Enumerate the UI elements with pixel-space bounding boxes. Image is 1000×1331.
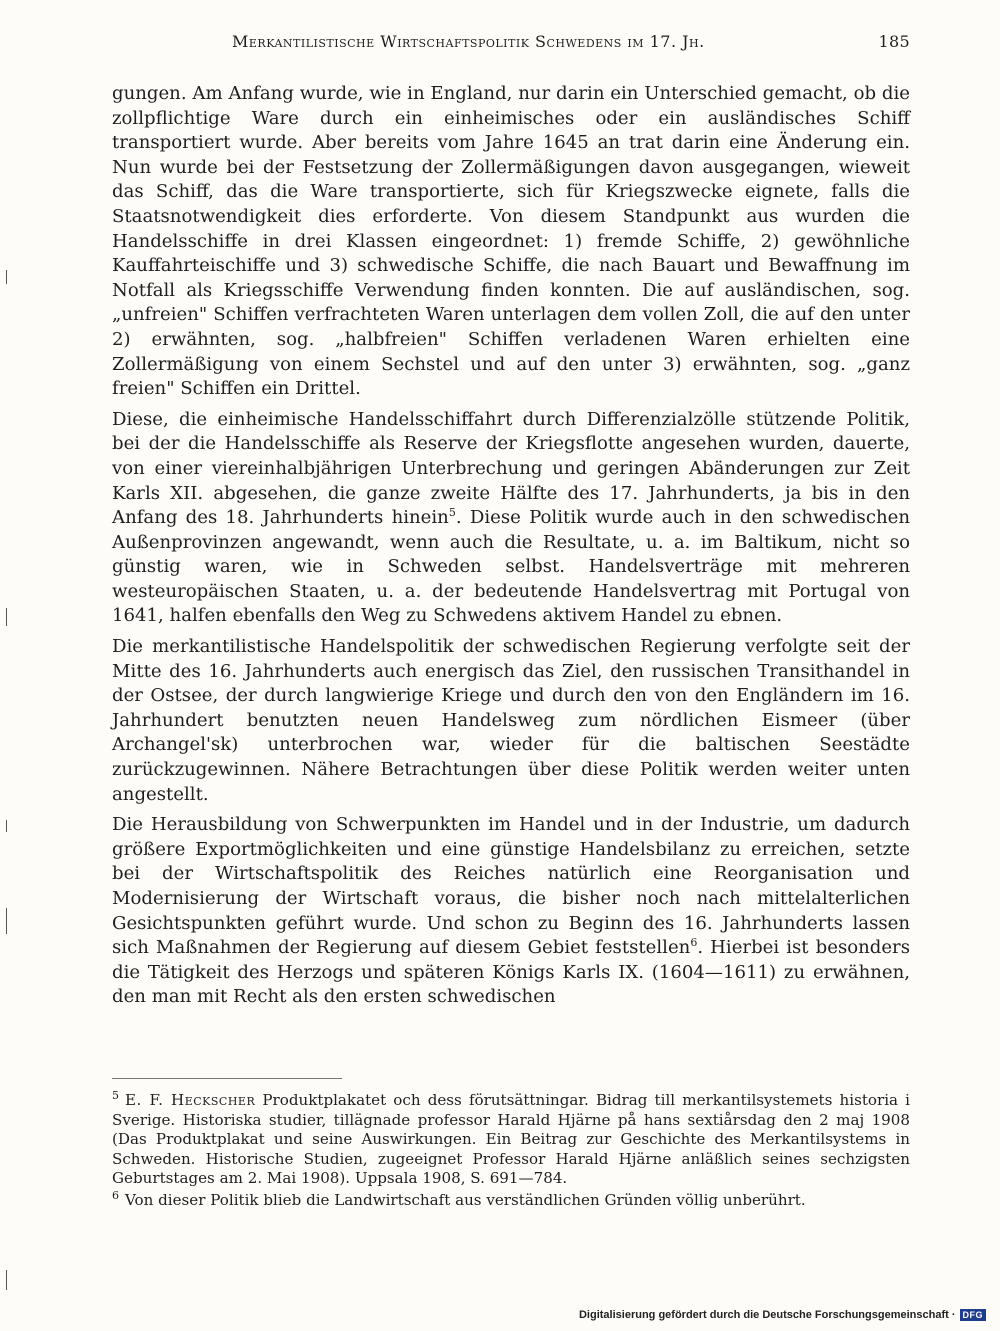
footnotes bbox=[112, 1088, 910, 1213]
paragraph-4 bbox=[112, 813, 910, 1010]
scan-margin-mark bbox=[6, 270, 7, 284]
footnote-ref-6[interactable]: 6 bbox=[690, 936, 698, 950]
footnote-number: 5 bbox=[112, 1088, 119, 1102]
funding-text: Digitalisierung gefördert durch die Deutsche Forschungsgemeinschaft · bbox=[578, 1309, 956, 1321]
dfg-logo: DFG bbox=[960, 1309, 987, 1321]
footnote-divider bbox=[112, 1078, 342, 1079]
footnote-5 bbox=[112, 1088, 910, 1189]
scan-margin-mark bbox=[6, 1270, 7, 1290]
paragraph-2-main: Diese, die einheimische Handelsschiffahrt durch Differenzialzölle stützende Politik, bei der die Handelsschiffe als Reserve der Kriegsflotte angesehen wurden, dauerte, von einer viereinhalbjährigen Unterbrechung und geringen Abänderungen zur Zeit Karls XII. abgesehen, die ganze zweite Hälfte des 17. Jahrhunderts, ja bis in den Anfang des 18. Jahrhunderts hinein bbox=[112, 408, 910, 529]
paragraph-4-main: Die Herausbildung von Schwerpunkten im Handel und in der Industrie, um dadurch größere Exportmöglichkeiten und eine günstige Handelsbilanz zu erreichen, setzte bei der Wirtschaftspolitik des Reiches natürlich eine Reorganisation und Modernisierung der Wirtschaft voraus, die bisher noch nach mittelalterlichen Gesichtspunkten geführt wurde. Und schon zu Beginn des 16. Jahrhunderts lassen sich Maßnahmen der Regierung auf diesem Gebiet feststellen bbox=[112, 814, 910, 959]
footnote-ref-5[interactable]: 5 bbox=[448, 506, 456, 520]
funding-note bbox=[579, 1309, 986, 1321]
paragraph-2 bbox=[112, 408, 910, 629]
page-number: 185 bbox=[878, 32, 910, 51]
running-title: Merkantilistische Wirtschaftspolitik Schwedens im 17. Jh. bbox=[232, 32, 705, 51]
footnote-6 bbox=[112, 1188, 910, 1211]
paragraph-2-tail: . Diese Politik wurde auch in den schwedischen Außenprovinzen angewandt, wenn auch die Resultate, u. a. im Baltikum, nicht so günstig waren, wie in Schweden selbst. Handelsverträge mit mehreren westeuropäischen Staaten, u. a. der bedeutende Handelsvertrag mit Portugal von 1641, halfen ebenfalls den Weg zu Schwedens aktivem Handel zu ebnen. bbox=[112, 507, 910, 627]
paragraph-3: Die merkantilistische Handelspolitik der schwedischen Regierung verfolgte seit der Mitte des 16. Jahrhunderts auch energisch das Ziel, den russischen Transithandel in der Ostsee, der durch langwierige Kriege und durch den von den Engländern im 16. Jahrhundert benutzten neuen Handelsweg zum nördlichen Eismeer (über Archangel'sk) unterbrochen war, wieder für die baltischen Seestädte zurückzugewinnen. Nähere Betrachtungen über diese Politik werden weiter unten angestellt. bbox=[112, 636, 910, 805]
scan-margin-mark bbox=[6, 908, 7, 934]
scan-margin-mark bbox=[6, 820, 7, 832]
footnote-author: E. F. Heckscher bbox=[125, 1091, 256, 1109]
body-text bbox=[112, 82, 910, 1010]
footnote-number: 6 bbox=[112, 1188, 119, 1202]
paragraph-4-tail: . Hierbei ist besonders die Tätigkeit des Herzogs und späteren Königs Karls IX. (1604—1611) zu erwähnen, den man mit Recht als den ersten schwedischen bbox=[112, 937, 910, 1008]
footnote-text: Von dieser Politik blieb die Landwirtschaft aus verständlichen Gründen völlig unberührt. bbox=[125, 1190, 806, 1209]
paragraph-1: gungen. Am Anfang wurde, wie in England, nur darin ein Unterschied gemacht, ob die zollpflichtige Ware durch ein einheimisches oder ein ausländisches Schiff transportiert wurde. Aber bereits vom Jahre 1645 an trat darin eine Änderung ein. Nun wurde bei der Festsetzung der Zollermäßigungen davon ausgegangen, wieweit das Schiff, das die Ware transportierte, sich für Kriegszwecke eignete, falls die Staatsnotwendigkeit dies erforderte. Von diesem Standpunkt aus wurden die Handelsschiffe in drei Klassen eingeordnet: 1) fremde Schiffe, 2) gewöhnliche Kauffahrteischiffe und 3) schwedische Schiffe, die nach Bauart und Bewaffnung im Notfall als Kriegsschiffe Verwendung finden konnten. Die auf ausländischen, sog. „unfreien" Schiffen verfrachteten Waren unterlagen dem vollen Zoll, die auf den unter 2) erwähnten, sog. „halbfreien" Schiffen verladenen Waren erhielten eine Zollermäßigung von einem Sechstel und auf den unter 3) erwähnten, sog. „ganz freien" Schiffen ein Drittel. bbox=[112, 83, 910, 400]
footnote-text: Produktplakatet och dess förutsättningar. Bidrag till merkantilsystemets historia i Sverige. Historiska studier, tillägnade professor Harald Hjärne på hans sextiårsdag den 2 maj 1908 (Das Produktplakat und seine Auswirkungen. Ein Beitrag zur Geschichte des Merkantilsystems in Schweden. Historische Studien, zugeeignet Professor Harald Hjärne anläßlich seines sechzigsten Geburtstages am 2. Mai 1908). Uppsala 1908, S. 691—784. bbox=[112, 1091, 910, 1188]
scan-margin-mark bbox=[6, 608, 7, 626]
